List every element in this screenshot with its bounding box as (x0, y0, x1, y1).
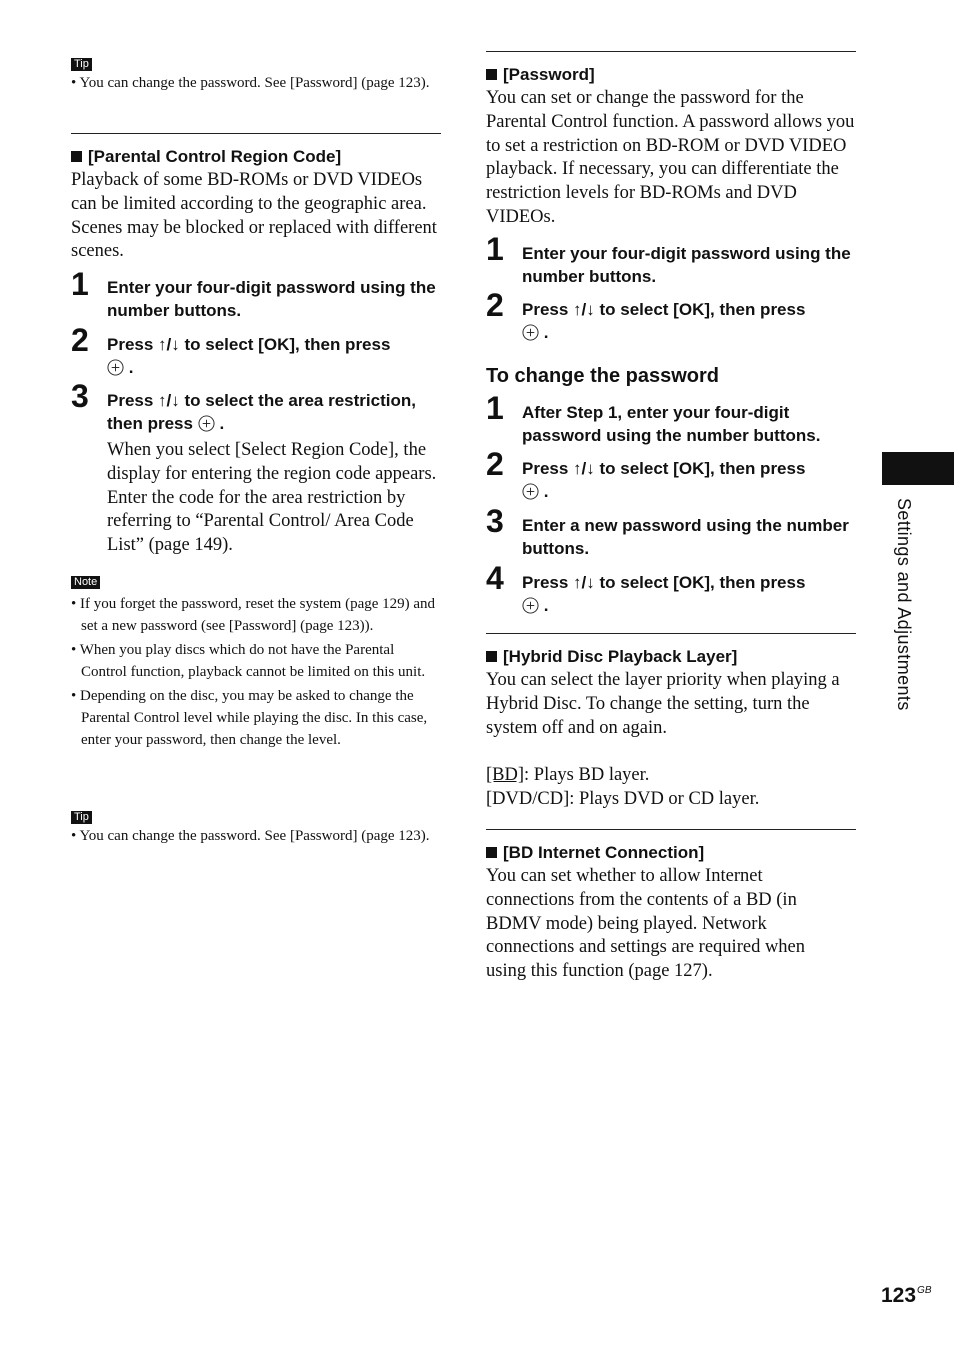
note-list (71, 593, 443, 751)
region-code-intro: Playback of some BD-ROMs or DVD VIDEOs can be limited according to the geographic area. Scenes may be blocked or replaced with different scenes. (71, 170, 437, 262)
internet-intro: You can set whether to allow Internet connections from the contents of a BD (in BDMV mode) being played. Network connections and settings are required when using this function (page 127). (486, 866, 806, 982)
step-text: After Step 1, enter your four-digit password using the number buttons. (522, 403, 821, 445)
step-text: Press ↑/↓ to select [OK], then press . (522, 573, 806, 615)
step-number: 1 (486, 390, 504, 426)
password-intro: You can set or change the password for the Parental Control function. A password allows you to set a restriction on BD-ROM or DVD VIDEO playback. If necessary, you can differentiate the restriction levels for BD-ROMs and DVD VIDEOs. (486, 88, 855, 227)
enter-button-icon (522, 597, 539, 614)
chapter-tab-marker (882, 452, 954, 485)
tip-text: • You can change the password. See [Password] (page 123). (71, 828, 430, 844)
step-text: Enter a new password using the number buttons. (522, 516, 849, 558)
note-item: • When you play discs which do not have the Parental Control function, playback cannot be limited on this unit. (71, 642, 426, 680)
step-number: 1 (71, 266, 89, 302)
enter-button-icon (107, 359, 124, 376)
hybrid-option-dvdcd: [DVD/CD]: Plays DVD or CD layer. (486, 789, 760, 809)
section-heading-hybrid-disc: [Hybrid Disc Playback Layer] (486, 647, 737, 667)
page-number: $123^{GB}$ (881, 1284, 932, 1307)
section-divider (486, 51, 856, 52)
step-number: 2 (486, 287, 504, 323)
section-divider (71, 133, 441, 134)
step-number: 4 (486, 560, 504, 596)
tip-badge: Tip (71, 811, 92, 824)
enter-button-icon (198, 415, 215, 432)
hybrid-option-bd: [BD]: Plays BD layer. (486, 765, 650, 785)
section-heading-password: [Password] (486, 65, 595, 85)
square-bullet-icon (486, 69, 497, 80)
chapter-side-label: Settings and Adjustments (894, 498, 914, 711)
step-number: 3 (486, 503, 504, 539)
step-text: Enter your four-digit password using the number buttons. (107, 278, 436, 320)
square-bullet-icon (486, 847, 497, 858)
hybrid-intro: You can select the layer priority when playing a Hybrid Disc. To change the setting, turn the system off and on again. (486, 670, 840, 738)
tip-text: • You can change the password. See [Password] (page 123). (71, 75, 430, 91)
enter-button-icon (522, 324, 539, 341)
step-text: Press ↑/↓ to select [OK], then press . (522, 459, 806, 501)
tip-badge: Tip (71, 58, 92, 71)
section-heading-region-code: [Parental Control Region Code] (71, 147, 341, 167)
step-number: 3 (71, 378, 89, 414)
change-password-heading: To change the password (486, 365, 719, 387)
section-heading-bd-internet: [BD Internet Connection] (486, 843, 704, 863)
enter-button-icon (522, 483, 539, 500)
note-item: • If you forget the password, reset the system (page 129) and set a new password (see [Password] (page 123)). (71, 596, 436, 634)
square-bullet-icon (486, 651, 497, 662)
step-text: Press ↑/↓ to select [OK], then press . (522, 300, 806, 342)
step-text: Enter your four-digit password using the number buttons. (522, 244, 851, 286)
step3-detail: When you select [Select Region Code], the display for entering the region code appears. Enter the code for the area restriction by referring to “Parental Control/ Area Code List” (page 149). (107, 440, 437, 556)
square-bullet-icon (71, 151, 82, 162)
section-divider (486, 633, 856, 634)
step-number: 2 (486, 446, 504, 482)
step-number: 2 (71, 322, 89, 358)
step-number: 1 (486, 231, 504, 267)
step-text: Press ↑/↓ to select [OK], then press . (107, 335, 391, 377)
step-text: Press ↑/↓ to select the area restriction, then press . (107, 391, 416, 433)
note-badge: Note (71, 576, 100, 589)
note-item: • Depending on the disc, you may be asked to change the Parental Control level while playing the disc. In this case, enter your password, then change the level. (71, 688, 428, 748)
section-divider (486, 829, 856, 830)
